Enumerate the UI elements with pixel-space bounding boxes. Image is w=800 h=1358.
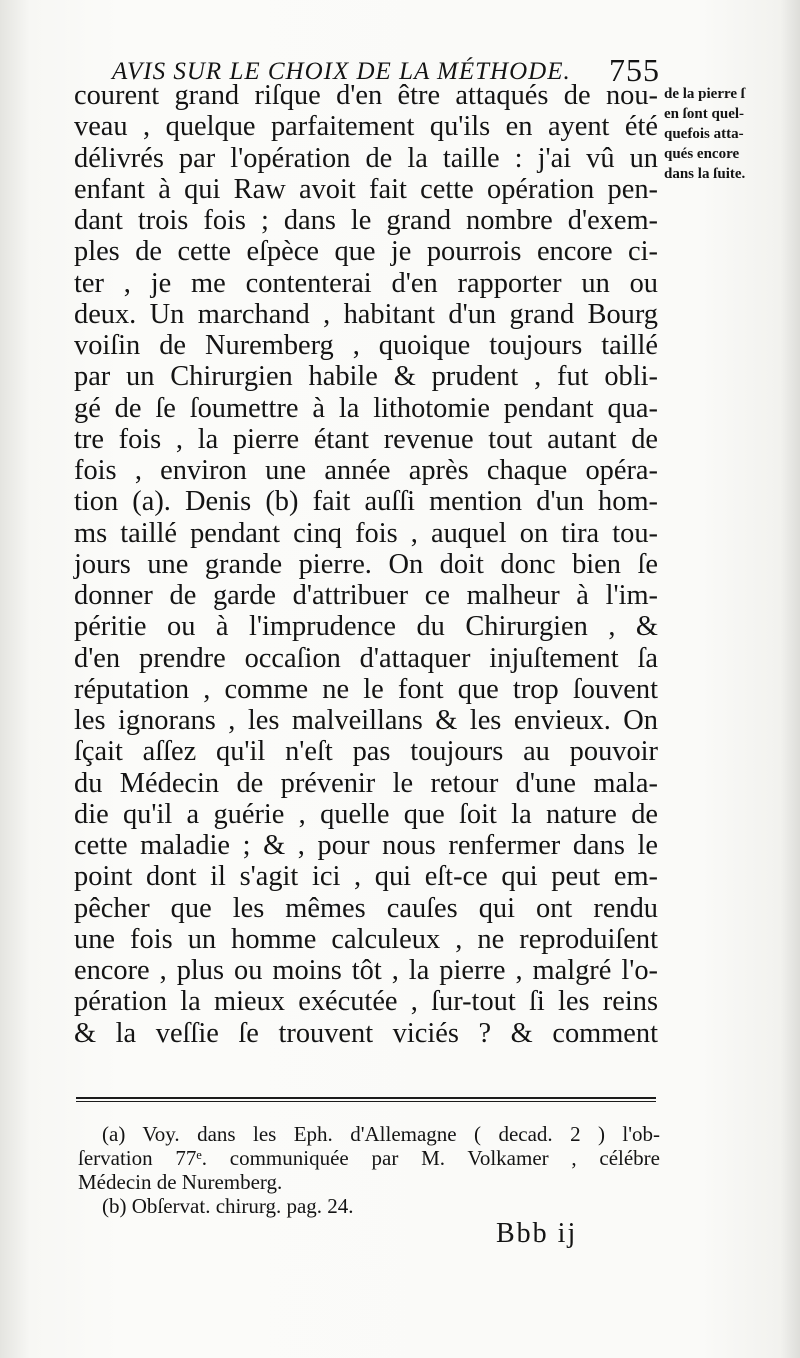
footnote-a-line: (a) Voy. dans les Eph. d'Allemagne ( decad. 2 ) l'ob-	[102, 1122, 660, 1146]
text-line: tre fois , la pierre étant revenue tout autant de	[74, 423, 658, 455]
text-line: & la veſſie ſe trouvent viciés ? & comment	[74, 1017, 658, 1049]
text-line: tion (a). Denis (b) fait auſſi mention d'un hom-	[74, 486, 658, 518]
margin-note-line: qués encore	[664, 146, 740, 162]
text-line: d'en prendre occaſion d'attaquer injuſtement ſa	[74, 642, 658, 674]
footnote-a-line: ſervation 77ᵉ. communiquée par M. Volkamer , célébre	[78, 1146, 660, 1170]
text-line: pération la mieux exécutée , ſur-tout ſi les reins	[74, 986, 658, 1018]
footnote-divider-thin	[76, 1101, 656, 1102]
margin-note-line: de la pierre ſ	[664, 86, 745, 102]
footnote-a-line: Médecin de Nuremberg.	[78, 1170, 283, 1194]
text-line: ter , je me contenterai d'en rapporter un ou	[74, 267, 658, 299]
margin-note	[664, 84, 794, 184]
text-line: pêcher que les mêmes cauſes qui ont rendu	[74, 892, 658, 924]
page-number: 755	[609, 52, 660, 88]
text-line: jours une grande pierre. On doit donc bien ſe	[74, 548, 658, 580]
footnote-b-line: (b) Obſervat. chirurg. pag. 24.	[102, 1194, 354, 1218]
text-line: ples de cette eſpèce que je pourrois encore ci-	[74, 236, 658, 268]
text-line: les ignorans , les malveillans & les envieux. On	[74, 705, 658, 736]
main-text	[74, 80, 658, 1049]
text-line: dant trois fois ; dans le grand nombre d'exem-	[74, 205, 658, 236]
signature-mark: Bbb ij	[496, 1218, 578, 1249]
text-line: cette maladie ; & , pour nous renfermer dans le	[74, 830, 658, 861]
text-line: courent grand riſque d'en être attaqués de nou-	[74, 80, 658, 111]
text-line: fois , environ une année après chaque opéra-	[74, 455, 658, 486]
margin-note-line: quefois atta-	[664, 126, 744, 142]
text-line: ſçait aſſez qu'il n'eſt pas toujours au pouvoir	[74, 736, 658, 768]
text-line: encore , plus ou moins tôt , la pierre , malgré l'o-	[74, 955, 658, 986]
text-line: die qu'il a guérie , quelle que ſoit la nature de	[74, 798, 658, 830]
page-edge-shadow	[780, 0, 800, 1358]
text-line: ms taillé pendant cinq fois , auquel on tira tou-	[74, 517, 658, 549]
footnote-divider	[76, 1097, 656, 1099]
text-line: par un Chirurgien habile & prudent , fut obli-	[74, 361, 658, 393]
text-line: point dont il s'agit ici , qui eſt-ce qui peut em-	[74, 861, 658, 893]
text-line: une fois un homme calculeux , ne reproduiſent	[74, 923, 658, 955]
text-line: réputation , comme ne le font que trop ſouvent	[74, 673, 658, 705]
text-line: péritie ou à l'imprudence du Chirurgien , &	[74, 611, 658, 643]
text-line: voiſin de Nuremberg , quoique toujours taillé	[74, 330, 658, 361]
margin-note-line: en ſont quel-	[664, 106, 745, 122]
margin-note-line: dans la ſuite.	[664, 166, 746, 182]
running-title: AVIS SUR LE CHOIX DE LA MÉTHODE.	[112, 58, 571, 85]
text-line: enfant à qui Raw avoit fait cette opération pen-	[74, 173, 658, 205]
text-line: du Médecin de prévenir le retour d'une mala-	[74, 767, 658, 799]
text-line: deux. Un marchand , habitant d'un grand Bourg	[74, 298, 658, 330]
text-line: veau , quelque parfaitement qu'ils en ayent été	[74, 111, 658, 143]
text-line: gé de ſe ſoumettre à la lithotomie pendant qua-	[74, 392, 658, 424]
text-line: donner de garde d'attribuer ce malheur à l'im-	[74, 580, 658, 611]
footnotes	[78, 1122, 660, 1218]
text-line: délivrés par l'opération de la taille : j'ai vû un	[74, 142, 658, 174]
